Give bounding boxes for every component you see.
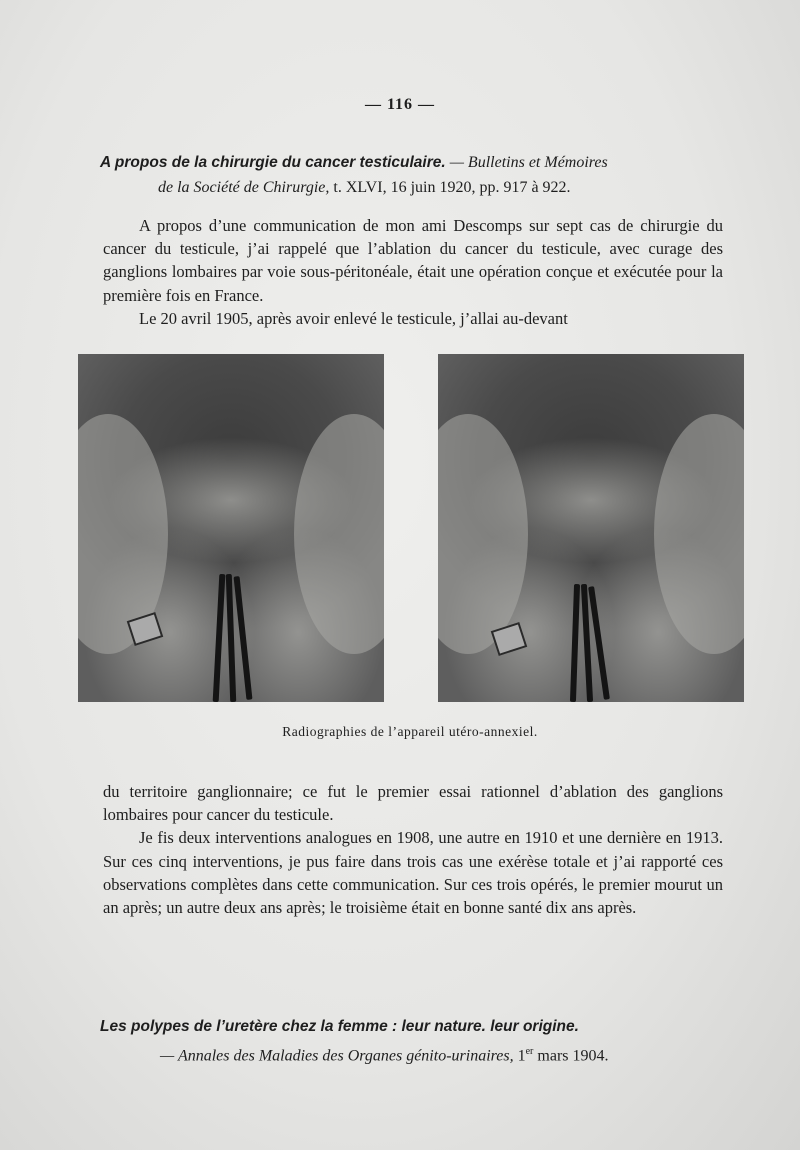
radiograph-left	[78, 354, 384, 702]
figure-caption: Radiographies de l’appareil utéro-annexiel.	[282, 724, 538, 739]
entry-heading-1	[100, 150, 720, 200]
page-number: — 116 —	[364, 96, 436, 113]
entry-title: Les polypes de l’uretère chez la femme : leur nature. leur origine.	[100, 1018, 579, 1035]
entry-heading-2	[100, 1014, 722, 1068]
paragraph: du territoire ganglionnaire; ce fut le premier essai rationnel d’ablation des ganglions lombaires pour cancer du testicule.	[103, 782, 723, 825]
entry-source-day-suffix: er	[525, 1046, 534, 1057]
entry-source-society: de la Société de Chirurgie,	[158, 179, 330, 196]
body-text-top	[103, 214, 723, 330]
paragraph: A propos d’une communication de mon ami Descomps sur sept cas de chirurgie du cancer du testicule, j’ai rappelé que l’ablation du cancer du testicule, avec curage des ganglions lombaires par voie sous-péritonéale, était une opération conçue et exécutée pour la première fois en France.	[103, 216, 723, 305]
entry-source-day: 1	[517, 1047, 526, 1065]
entry-title: A propos de la chirurgie du cancer testiculaire.	[100, 154, 446, 171]
paragraph: Le 20 avril 1905, après avoir enlevé le testicule, j’allai au-devant	[139, 308, 568, 328]
entry-source-date: mars 1904.	[537, 1047, 609, 1065]
body-text-bottom	[103, 780, 723, 919]
entry-source: — Bulletins et Mémoires	[449, 154, 608, 171]
radiograph-right	[438, 354, 744, 702]
paragraph: Je fis deux interventions analogues en 1908, une autre en 1910 et une dernière en 1913. Sur ces cinq interventions, je pus faire dans trois cas une exérèse totale et j’ai rapporté ces observations complètes dans cette communication. Sur ces trois opérés, le premier mourut un an après; un autre deux ans après; le troisième était en bonne santé dix ans après.	[103, 828, 723, 918]
entry-source: — Annales des Maladies des Organes génito-urinaires,	[160, 1047, 514, 1065]
entry-source-reference: t. XLVI, 16 juin 1920, pp. 917 à 922.	[333, 179, 571, 196]
